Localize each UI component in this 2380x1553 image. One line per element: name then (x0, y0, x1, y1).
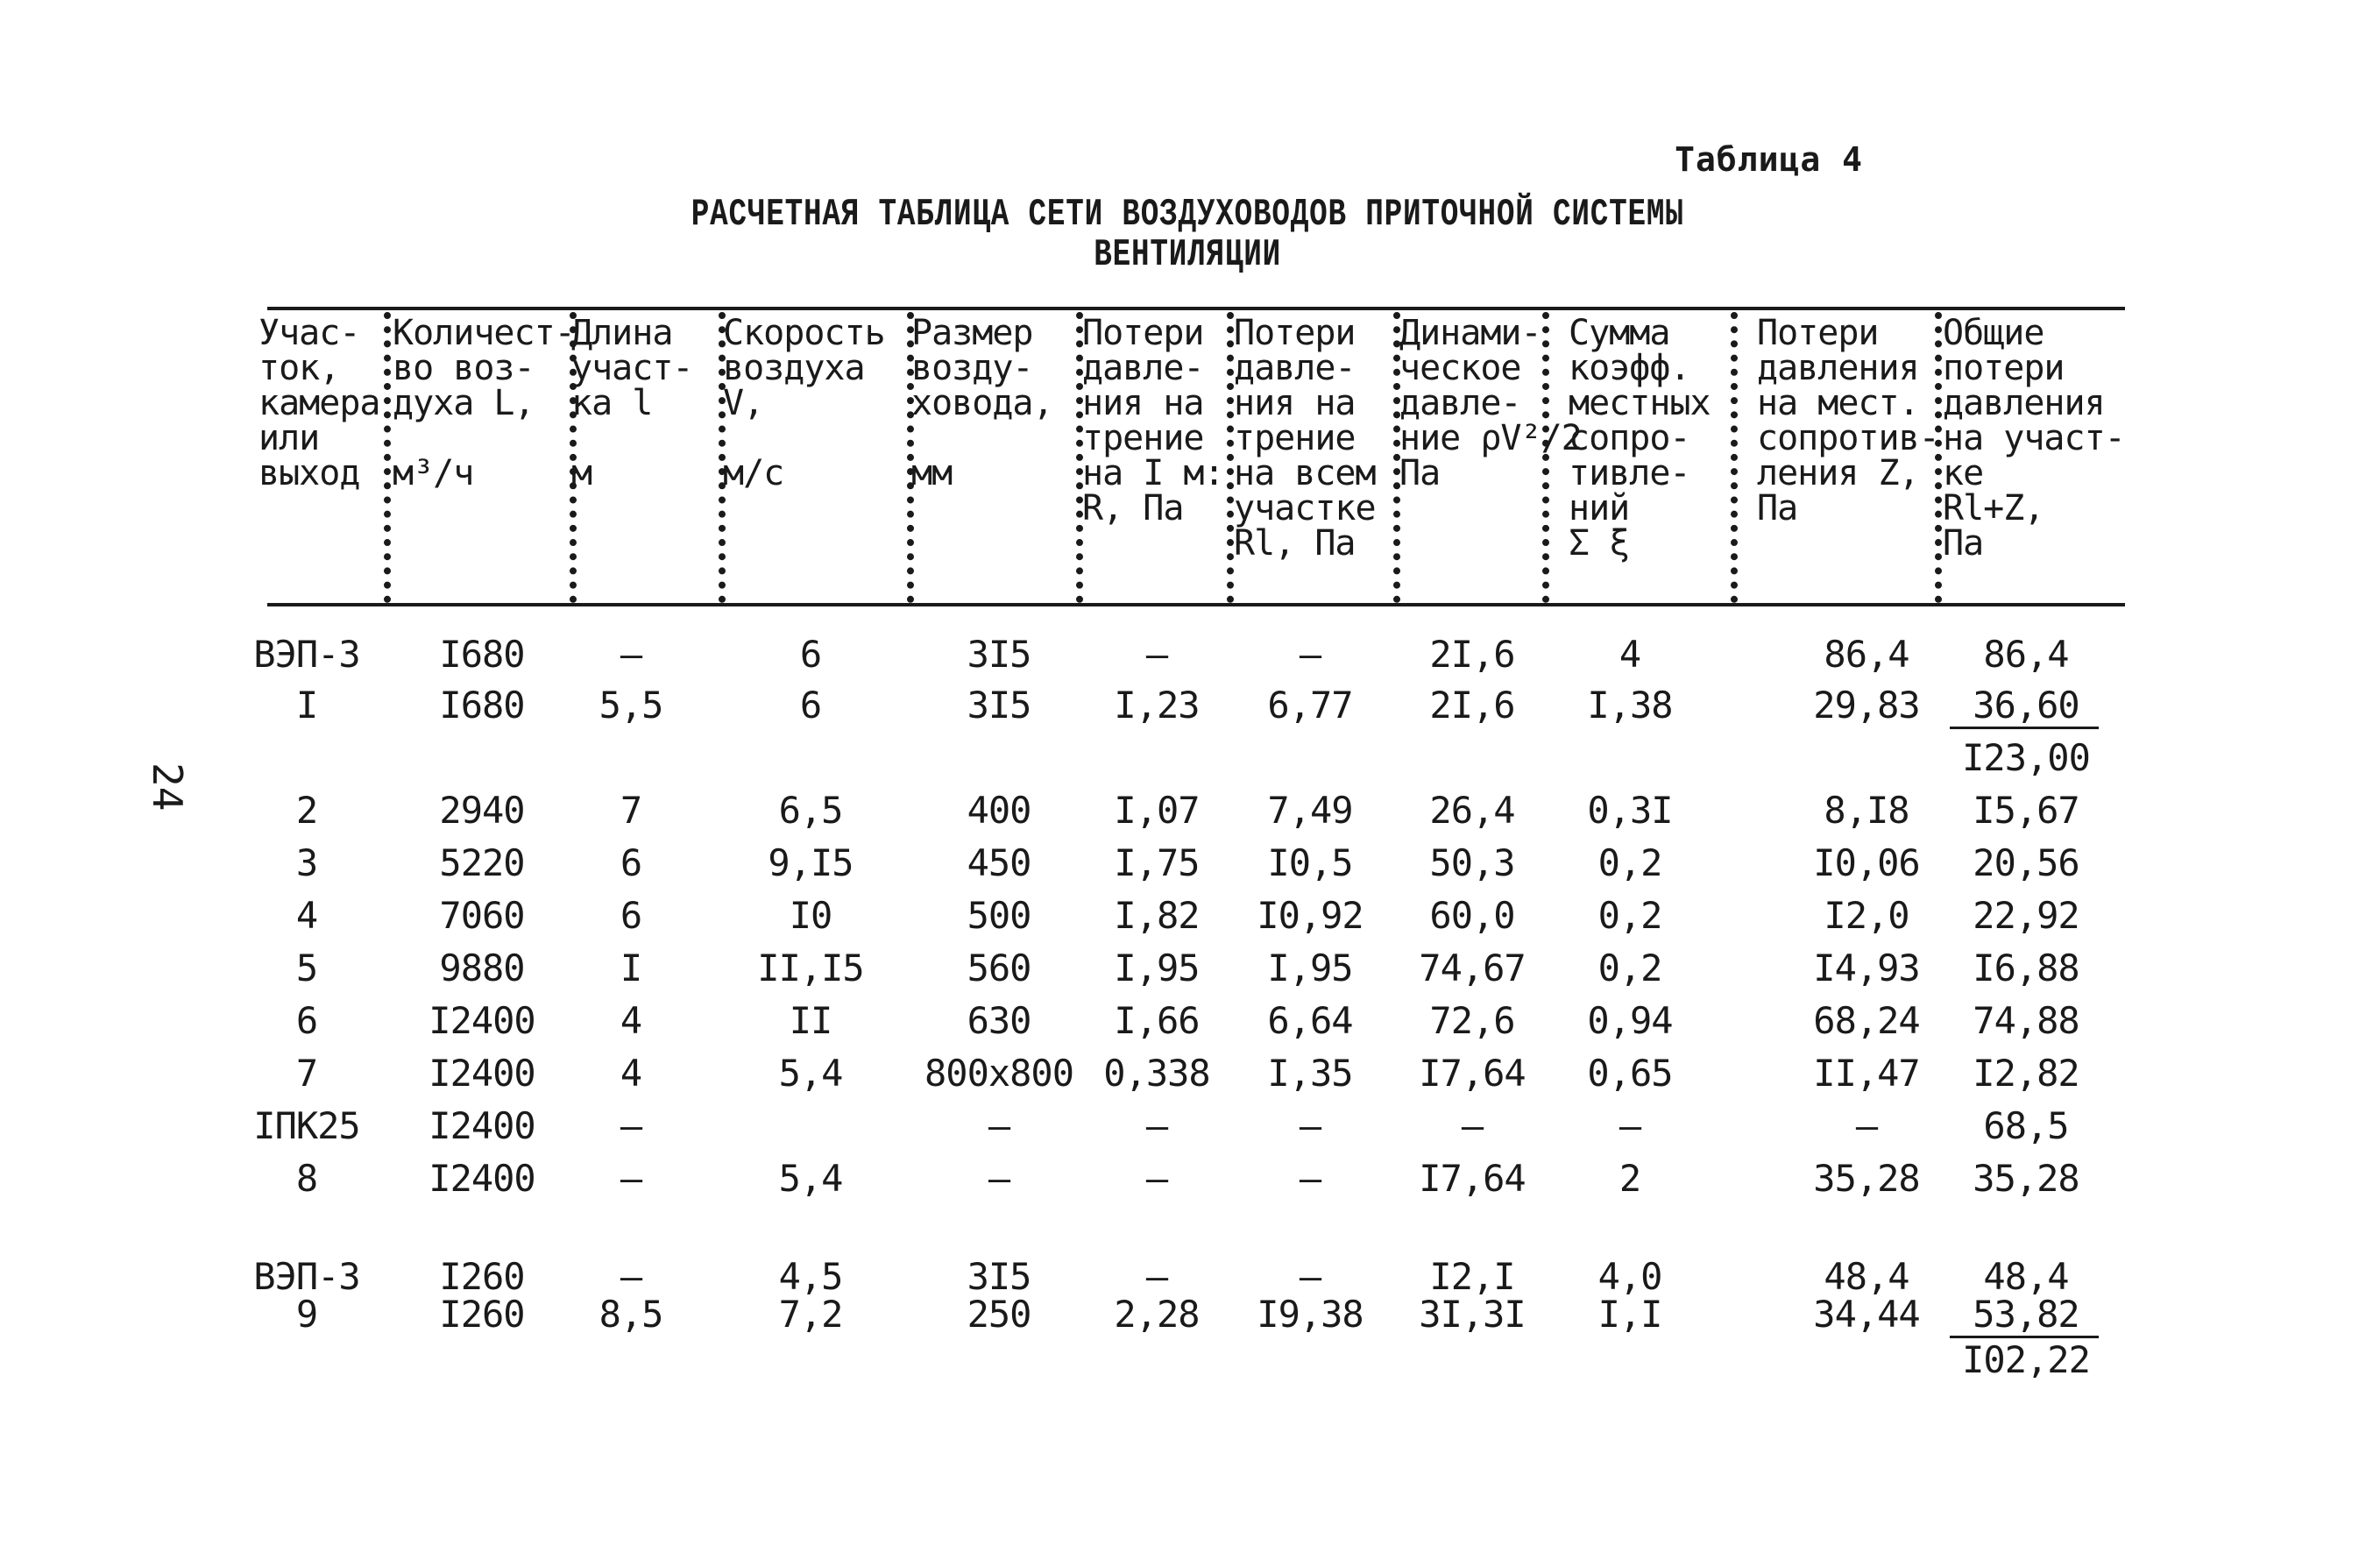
header-line: ления Z, (1757, 453, 1919, 493)
table-header-rule (267, 603, 2125, 606)
header-line: ний (1569, 488, 1630, 528)
table-cell: I0 (789, 894, 832, 937)
header-line: Па (1757, 488, 1798, 528)
table-cell: 9 (295, 1293, 318, 1336)
header-line: ке (1943, 453, 1984, 493)
table-cell: 6 (620, 841, 642, 884)
table-cell: 50,3 (1429, 841, 1515, 884)
header-line: или (259, 418, 320, 458)
sum-underline (1950, 1336, 2099, 1338)
table-cell: 74,88 (1973, 999, 2079, 1042)
table-cell: II,47 (1813, 1052, 1920, 1095)
table-cell: – (620, 1157, 642, 1200)
header-line: ток, (259, 348, 340, 388)
table-cell: I,23 (1114, 684, 1200, 727)
table-cell: 26,4 (1429, 789, 1515, 832)
header-line: ка l (571, 383, 653, 423)
table-cell: 2,28 (1114, 1293, 1200, 1336)
table-cell: 7,49 (1267, 789, 1353, 832)
table-cell: – (988, 1157, 1010, 1200)
header-line: Размер (911, 313, 1033, 353)
table-cell: 35,28 (1973, 1157, 2079, 1200)
table-cell: I (295, 684, 318, 727)
header-line: тивле- (1569, 453, 1690, 493)
table-cell: 29,83 (1813, 684, 1920, 727)
table-cell: IПК25 (253, 1104, 360, 1147)
table-cell: 3 (295, 841, 318, 884)
table-cell: 6 (799, 684, 822, 727)
header-line: м³/ч (393, 453, 474, 493)
table-cell: I680 (439, 684, 525, 727)
header-line: м/с (723, 453, 784, 493)
header-line: Σ ξ (1569, 523, 1630, 564)
header-line: камера (259, 383, 380, 423)
table-cell: I7,64 (1419, 1157, 1526, 1200)
table-cell: — (1299, 1255, 1321, 1298)
table-cell: I2400 (429, 1104, 535, 1147)
header-line: местных (1569, 383, 1711, 423)
column-divider (1227, 312, 1234, 603)
table-cell: ВЭП-3 (253, 633, 360, 676)
column-divider (384, 312, 391, 603)
header-line: сопро- (1569, 418, 1690, 458)
table-cell: — (1299, 1104, 1321, 1147)
table-cell: 250 (967, 1293, 1031, 1336)
table-cell: — (1145, 1104, 1168, 1147)
table-cell: 22,92 (1973, 894, 2079, 937)
table-cell: I0,92 (1257, 894, 1364, 937)
header-line: мм (911, 453, 953, 493)
table-cell: 48,4 (1824, 1255, 1909, 1298)
table-cell: 4 (620, 999, 642, 1042)
table-cell: 0,3I (1587, 789, 1673, 832)
table-cell: 0,2 (1597, 947, 1662, 989)
header-line: участ- (571, 348, 693, 388)
table-cell: — (1461, 1104, 1484, 1147)
table-cell: 72,6 (1429, 999, 1515, 1042)
table-cell: I23,00 (1962, 736, 2090, 779)
column-header (723, 313, 885, 493)
table-cell: 2I,6 (1429, 684, 1515, 727)
header-line: трение (1082, 418, 1204, 458)
table-cell: I02,22 (1962, 1338, 2090, 1381)
column-header (1082, 313, 1224, 528)
table-cell: II,I5 (757, 947, 864, 989)
table-cell: 560 (967, 947, 1031, 989)
table-cell: 2 (295, 789, 318, 832)
table-cell: – (988, 1104, 1010, 1147)
column-header (1943, 313, 2125, 564)
header-line: ния на (1234, 383, 1356, 423)
table-cell: I0,5 (1267, 841, 1353, 884)
table-cell: 60,0 (1429, 894, 1515, 937)
table-cell: 7 (620, 789, 642, 832)
header-line: ния на (1082, 383, 1204, 423)
table-cell: ВЭП-3 (253, 1255, 360, 1298)
header-line: давления (1757, 348, 1919, 388)
table-cell: 3I5 (967, 684, 1031, 727)
table-cell: I260 (439, 1255, 525, 1298)
table-cell: 2I,6 (1429, 633, 1515, 676)
header-line: Скорость (723, 313, 885, 353)
table-cell: 68,5 (1983, 1104, 2069, 1147)
header-line (723, 421, 885, 456)
table-cell: 6,77 (1267, 684, 1353, 727)
header-line: ческое (1399, 348, 1521, 388)
table-cell: I,95 (1267, 947, 1353, 989)
table-cell: 74,67 (1419, 947, 1526, 989)
header-line (571, 421, 693, 456)
header-line: на I м: (1082, 453, 1224, 493)
table-cell: 6,5 (778, 789, 843, 832)
header-line: на всем (1234, 453, 1376, 493)
table-cell: 7060 (439, 894, 525, 937)
header-line (393, 421, 575, 456)
table-cell: I,I (1597, 1293, 1662, 1336)
table-cell: 5,5 (599, 684, 663, 727)
table-cell: I2,82 (1973, 1052, 2079, 1095)
table-cell: 2940 (439, 789, 525, 832)
table-cell: 6 (295, 999, 318, 1042)
table-cell: 3I,3I (1419, 1293, 1526, 1336)
header-line: потери (1943, 348, 2065, 388)
table-cell: 6 (799, 633, 822, 676)
header-line: сопротив- (1757, 418, 1939, 458)
table-cell: — (1855, 1104, 1878, 1147)
header-line: во воз- (393, 348, 535, 388)
table-cell: – (1145, 1157, 1168, 1200)
table-cell: 6,64 (1267, 999, 1353, 1042)
column-header (1757, 313, 1939, 528)
table-cell: – (1299, 1157, 1321, 1200)
table-cell: I4,93 (1813, 947, 1920, 989)
table-cell: I260 (439, 1293, 525, 1336)
table-cell: I2400 (429, 999, 535, 1042)
table-cell: 4 (620, 1052, 642, 1095)
table-cell: 9,I5 (768, 841, 854, 884)
header-line: Потери (1082, 313, 1204, 353)
header-line: на мест. (1757, 383, 1919, 423)
header-line: Па (1943, 523, 1984, 564)
column-header (393, 313, 575, 493)
table-cell: 4 (295, 894, 318, 937)
header-line: Потери (1234, 313, 1356, 353)
table-cell: 86,4 (1983, 633, 2069, 676)
table-cell: I2400 (429, 1052, 535, 1095)
table-cell: 36,60 (1973, 684, 2079, 727)
document-title (259, 195, 2115, 275)
table-cell: 68,24 (1813, 999, 1920, 1042)
table-cell: 7 (295, 1052, 318, 1095)
header-line: Длина (571, 313, 673, 353)
table-cell: I7,64 (1419, 1052, 1526, 1095)
header-line: давле- (1399, 383, 1521, 423)
table-cell: — (620, 633, 642, 676)
table-cell: 35,28 (1813, 1157, 1920, 1200)
table-cell: 0,338 (1103, 1052, 1210, 1095)
table-cell: 7,2 (778, 1293, 843, 1336)
header-line: выход (259, 453, 360, 493)
table-cell: 3I5 (967, 633, 1031, 676)
table-cell: 400 (967, 789, 1031, 832)
header-line: участке (1234, 488, 1376, 528)
table-cell: I2,I (1429, 1255, 1515, 1298)
table-cell: 2 (1619, 1157, 1641, 1200)
table-cell: I680 (439, 633, 525, 676)
table-cell: II (789, 999, 832, 1042)
table-cell: I,38 (1587, 684, 1673, 727)
table-cell: 48,4 (1983, 1255, 2069, 1298)
table-cell: 8,5 (599, 1293, 663, 1336)
header-line: м (571, 453, 592, 493)
table-cell: — (1145, 1255, 1168, 1298)
table-cell: I,07 (1114, 789, 1200, 832)
table-cell: 86,4 (1824, 633, 1909, 676)
table-cell: — (620, 1104, 642, 1147)
table-cell: I0,06 (1813, 841, 1920, 884)
table-cell: I5,67 (1973, 789, 2079, 832)
column-header (1399, 313, 1582, 493)
table-cell: 0,65 (1587, 1052, 1673, 1095)
table-cell: I (620, 947, 642, 989)
header-line: Потери (1757, 313, 1879, 353)
header-line: V, (723, 383, 764, 423)
column-header (259, 313, 380, 493)
header-line: давле- (1082, 348, 1204, 388)
page-number: 24 (144, 762, 191, 812)
table-cell: I,66 (1114, 999, 1200, 1042)
header-line: воздуха (723, 348, 865, 388)
header-line: R, Па (1082, 488, 1184, 528)
header-line: духа L, (393, 383, 535, 423)
table-cell: 630 (967, 999, 1031, 1042)
table-cell: 5 (295, 947, 318, 989)
header-line: трение (1234, 418, 1356, 458)
table-cell: 0,2 (1597, 894, 1662, 937)
table-cell: I,95 (1114, 947, 1200, 989)
header-line: Сумма (1569, 313, 1670, 353)
table-cell: I,75 (1114, 841, 1200, 884)
table-cell: 53,82 (1973, 1293, 2079, 1336)
table-cell: I9,38 (1257, 1293, 1364, 1336)
header-line: Па (1399, 453, 1441, 493)
header-line: ние ρV²/2 (1399, 418, 1582, 458)
table-cell: 4 (1619, 633, 1641, 676)
title-line-1: РАСЧЕТНАЯ ТАБЛИЦА СЕТИ ВОЗДУХОВОДОВ ПРИТОЧНОЙ СИСТЕМЫ (691, 193, 1684, 237)
table-cell: 8 (295, 1157, 318, 1200)
table-cell: 3I5 (967, 1255, 1031, 1298)
header-line: Общие (1943, 313, 2044, 353)
table-cell: I,35 (1267, 1052, 1353, 1095)
column-divider (1731, 312, 1738, 603)
table-cell: 6 (620, 894, 642, 937)
table-cell: 9880 (439, 947, 525, 989)
table-top-rule (267, 307, 2125, 310)
header-line: Rl, Па (1234, 523, 1356, 564)
table-cell: I6,88 (1973, 947, 2079, 989)
table-cell: 450 (967, 841, 1031, 884)
table-cell: I2,0 (1824, 894, 1909, 937)
table-cell: 8,I8 (1824, 789, 1909, 832)
table-cell: 5220 (439, 841, 525, 884)
table-cell: 34,44 (1813, 1293, 1920, 1336)
column-header (571, 313, 693, 493)
header-line: Количест- (393, 313, 575, 353)
header-line: на участ- (1943, 418, 2125, 458)
table-cell: 0,94 (1587, 999, 1673, 1042)
table-cell: — (620, 1255, 642, 1298)
table-cell: 5,4 (778, 1157, 843, 1200)
column-header (1234, 313, 1376, 564)
table-cell: I2400 (429, 1157, 535, 1200)
header-line: ховода, (911, 383, 1053, 423)
header-line: коэфф. (1569, 348, 1690, 388)
column-header (1569, 313, 1711, 564)
table-cell: 0,2 (1597, 841, 1662, 884)
table-cell: 4,0 (1597, 1255, 1662, 1298)
table-cell: 20,56 (1973, 841, 2079, 884)
sum-underline (1950, 727, 2099, 729)
table-cell: 4,5 (778, 1255, 843, 1298)
table-cell: 800x800 (924, 1052, 1074, 1095)
table-cell: — (1299, 633, 1321, 676)
table-cell: — (1619, 1104, 1641, 1147)
header-line: давления (1943, 383, 2105, 423)
header-line: возду- (911, 348, 1033, 388)
header-line: давле- (1234, 348, 1356, 388)
header-line (911, 421, 1053, 456)
table-cell: 500 (967, 894, 1031, 937)
column-header (911, 313, 1053, 493)
header-line: Rl+Z, (1943, 488, 2044, 528)
table-cell: — (1145, 633, 1168, 676)
title-line-2: ВЕНТИЛЯЦИИ (1094, 233, 1282, 277)
table-label: Таблица 4 (1675, 140, 1863, 179)
header-line: Учас- (259, 313, 360, 353)
table-cell: 5,4 (778, 1052, 843, 1095)
table-cell: I,82 (1114, 894, 1200, 937)
header-line: Динами- (1399, 313, 1541, 353)
